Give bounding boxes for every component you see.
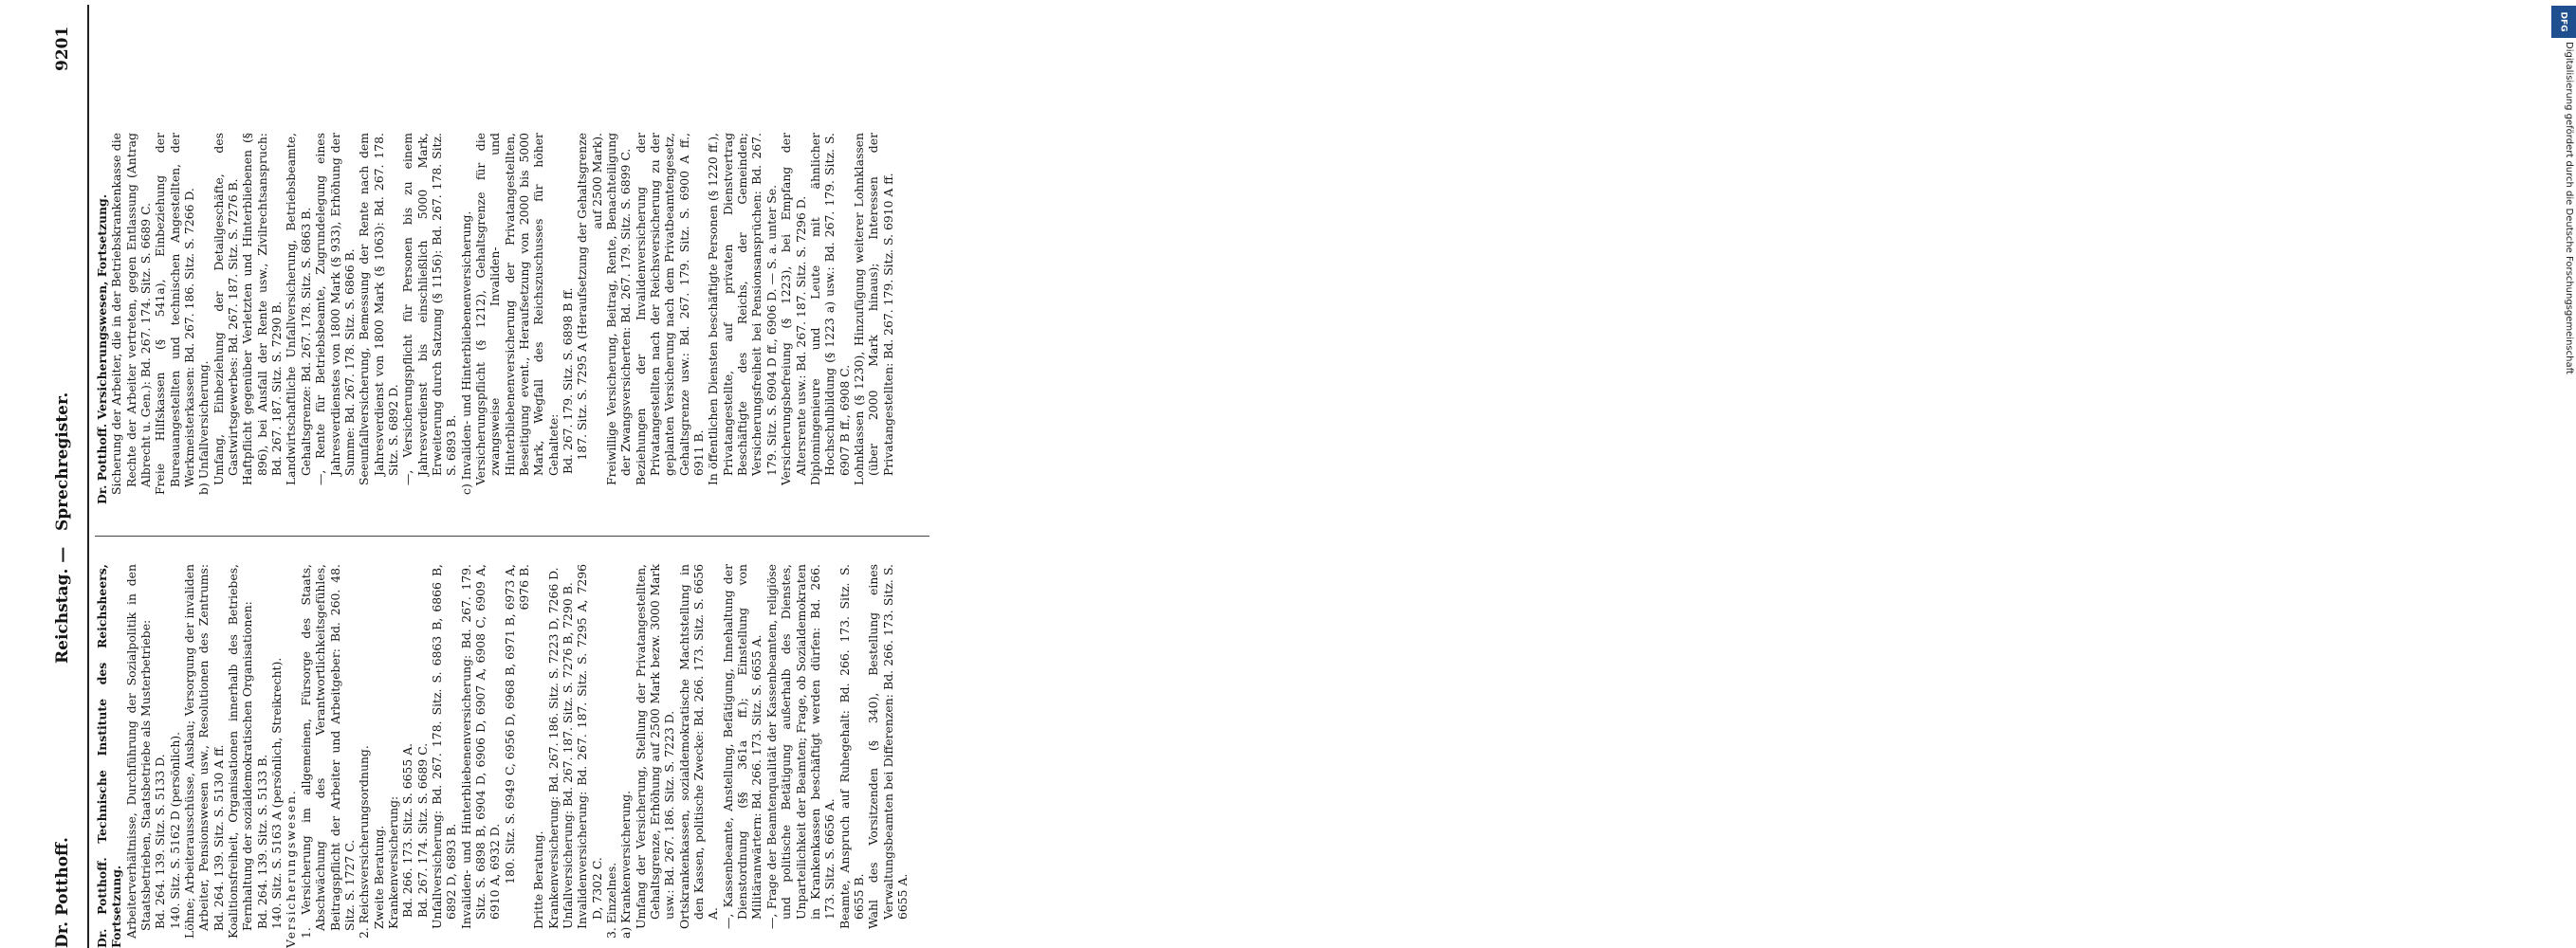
index-entry: Versicherungsbefreiung (§ 1223), bei Empfang der Altersrente usw.: Bd. 267. 187. Sitz. S. 7296 D. <box>779 133 808 485</box>
index-entry: Bd. 266. 173. Sitz. S. 6655 A. <box>400 742 415 918</box>
index-entry: Ortskrankenkassen, sozialdemokratische Machtstellung in den Kassen, politische Zwecke: Bd. 266. 173. Sitz. S. 6656 A. <box>676 564 721 929</box>
index-entry: 2. Reichsversicherungsordnung. <box>357 745 372 939</box>
digitization-credit: Digitalisierung gefördert durch die Deutsche Forschungsgemeinschaft <box>2564 42 2574 374</box>
index-entry: Versicherungspflicht (§ 1212), Gehaltsgrenze für die zwangsweise Invaliden- und Hinterbliebenenversicherung der Privatangestellten, Beseitigung event., Heraufsetzung von 2000 bis 5000 Mark, Wegfall des Reichszuschusses für höher Gehaltete: <box>472 133 561 485</box>
index-entry: —, Versicherungspflicht für Personen bis zu einem Jahresverdienst bis einschließlich 5000 Mark, Erweiterung durch Satzung (§ 1156): Bd. 267. 178. Sitz. S. 6893 B. <box>400 133 459 485</box>
column-heading: Dr. Potthoff. Technische Institute des Reichsheers, Fortsetzung. <box>95 564 124 948</box>
index-entry: Invalidenversicherung: Bd. 267. 187. Sitz. S. 7295 A, 7296 D, 7302 C. <box>575 564 604 929</box>
header-speaker: Dr. Potthoff. <box>53 837 72 948</box>
dfg-logo <box>2551 6 2576 38</box>
index-entry: Bd. 264. 139. Sitz. S. 5133 B. <box>254 754 269 929</box>
page-header <box>47 9 82 948</box>
page-number: 9201 <box>53 26 72 71</box>
index-entry: 187. Sitz. S. 7295 A (Heraufsetzung der Gehaltsgrenze auf 2500 Mark). <box>575 133 604 461</box>
index-entry: Bd. 267. 179. Sitz. S. 6898 B ff. <box>561 287 575 474</box>
index-entry: Wahl des Vorsitzenden (§ 340), Bestellung eines Verwaltungsbeamten bei Differenzen: Bd. 266. 173. Sitz. S. 6655 A. <box>866 564 910 929</box>
index-entry: Koalitionsfreiheit, Organisationen innerhalb des Betriebes, Fernhaltung der sozialdemokratischen Organisationen: <box>226 564 255 939</box>
index-entry: Umfang, Einbeziehung der Detailgeschäfte, des Gastwirtsgewerbes: Bd. 267. 187. Sitz. S. 7276 B. <box>211 133 241 485</box>
header-center-left: Reichstag. — <box>53 546 72 664</box>
column-divider <box>95 536 929 537</box>
index-entry: Zweite Beratung. <box>371 825 386 929</box>
index-entry: Arbeiterverhältnisse, Durchführung der Sozialpolitik in den Staatsbetrieben, Staatsbetriebe als Musterbetriebe: <box>123 564 154 939</box>
rotated-page-content <box>47 0 1280 948</box>
index-entry: 180. Sitz. S. 6949 C, 6956 D, 6968 B, 6971 B, 6973 A, 6976 B. <box>502 564 531 884</box>
index-entry: Unfallversicherung: Bd. 267. 187. Sitz. S. 7276 B, 7290 B. <box>561 582 575 929</box>
index-entry: In öffentlichen Diensten beschäftigte Personen (§ 1220 ff.), Privatangestellte, auf privaten Dienstvertrag Beschäftigte des Reichs, der Gemeinden; Versicherungsfreiheit bei Pensionsansprüchen: Bd. 267. 179. Sitz. S. 6904 D ff., 6906 D. — S. a. unter Se. <box>706 133 779 485</box>
index-entry: Löhne; Arbeiterausschüsse, Ausbau; Versorgung der invaliden Arbeiter, Pensionswesen usw., Resolutionen des Zentrums: Bd. 264. 139. Sitz. S. 5130 A ff. <box>182 564 226 939</box>
index-entry: Beziehungen der Invalidenversicherung der Privatangestellten nach der Reichsversicherung zu der geplanten Versicherung nach dem Privatbeamtengesetz, Gehaltsgrenze usw.: Bd. 267. 179. Sitz. S. 6900 A ff., 6911 B. <box>633 133 707 485</box>
index-entry: Diplomingenieure und Leute mit ähnlicher Hochschulbildung (§ 1223 a) usw.: Bd. 267. 179. Sitz. S. 6907 B ff., 6908 C. <box>807 133 852 485</box>
index-entry: Seeunfallversicherung, Bemessung der Rente nach dem Jahresverdienst von 1800 Mark (§ 1063): Bd. 267. 178. Sitz. S. 6892 D. <box>357 133 400 485</box>
index-entry: Dritte Beratung. <box>531 830 546 929</box>
index-entry: Unfallversicherung: Bd. 267. 178. Sitz. S. 6863 B, 6866 B, 6892 D, 6893 B. <box>429 564 459 929</box>
dfg-logo-text: DFG <box>2558 11 2568 32</box>
index-entry: Freie Hilfskassen (§ 541a), Einbeziehung der Bureauangestellten und technischen Angestellten, der Werkmeisterkassen: Bd. 267. 186. Sitz. S. 7266 D. <box>153 133 197 495</box>
header-rule <box>87 5 89 948</box>
index-entry: Krankenversicherung: Bd. 267. 186. Sitz. S. 7223 D, 7266 D. <box>545 567 561 929</box>
index-entry: b) Unfallversicherung. <box>196 360 212 495</box>
index-entry: —, Kassenbeamte, Anstellung, Befätigung, Innehaltung der Dienstordnung (§§ 361a ff.); Einstellung von Militäranwärtern: Bd. 266. 173. Sitz. S. 6655 A. <box>720 564 764 929</box>
column-right <box>95 133 895 504</box>
index-entry: 3. Einzelnes. <box>604 862 619 939</box>
index-entry: —, Rente für Betriebsbeamte, Zugrundelegung eines Jahresverdienstes von 1800 Mark (§ 933), Erhöhung der Summe: Bd. 267. 178. Sitz. S. 6866 B. <box>313 133 357 485</box>
digitization-margin <box>1273 0 2574 948</box>
index-entry: c) Invaliden- und Hinterbliebenenversicherung. <box>458 210 473 495</box>
index-entry: Haftpflicht gegenüber Verletzten und Hinterbliebenen (§ 896), bei Ausfall der Rente usw., Zivilrechtsanspruch: Bd. 267. 187. Sitz. S. 7290 B. <box>240 133 285 485</box>
index-entry: Bd. 267. 174. Sitz. S. 6689 C. <box>414 742 430 918</box>
index-entry: 140. Sitz. S. 5163 A (persönlich, Streikrecht). <box>269 657 285 929</box>
header-center: Sprechregister. <box>53 392 72 531</box>
column-heading: Dr. Potthoff. Versicherungswesen, Fortsetzung. <box>95 193 109 504</box>
index-entry: 1. Versicherung im allgemeinen, Fürsorge des Staats, Abschwächung des Verantwortlichkeitsgefühles, Beitragspflicht der Arbeiter und Arbeitgeber: Bd. 260. 48. Sitz. S. 1727 C. <box>298 564 357 939</box>
index-entry: Lohnklassen (§ 1230), Hinzufügung weiterer Lohnklassen (über 2000 Mark hinaus); Interessen der Privatangestellten: Bd. 267. 179. Sitz. S. 6910 A ff. <box>851 133 895 485</box>
index-entry: Krankenversicherung: <box>385 795 400 929</box>
index-entry: 140. Sitz. S. 5162 D (persönlich). <box>167 731 182 929</box>
index-entry: Invaliden- und Hinterbliebenenversicherung: Bd. 267. 179. Sitz. S. 6898 B, 6904 D, 6906 D, 6907 A, 6908 C, 6909 A, 6910 A, 6932 D. <box>458 564 503 929</box>
column-left <box>95 564 910 948</box>
index-entry: —, Frage der Beamtenqualität der Kassenbeamten, religiöse und politische Betätigung außerhalb des Dienstes, Unparteilichkeit der Beamten; Frage, ob Sozialdemokraten in Krankenkassen beschäftigt werden dürfen: Bd. 266. 173. Sitz. S. 6656 A. <box>764 564 837 929</box>
index-entry: Umfang der Versicherung, Stellung der Privatangestellten, Gehaltsgrenze, Erhöhung auf 2500 Mark bezw. 3000 Mark usw.: Bd. 267. 186. Sitz. S. 7223 D. <box>633 564 677 929</box>
index-entry: Landwirtschaftliche Unfallversicherung, Betriebsbeamte, Gehaltsgrenze: Bd. 267. 178. Sitz. S. 6863 B. <box>284 133 313 485</box>
index-entry: Freiwillige Versicherung, Beitrag, Rente, Benachteiligung der Zwangsversicherten: Bd. 267. 179. Sitz. S. 6899 C. <box>604 133 634 485</box>
index-entry: Bd. 264. 139. Sitz. S. 5133 D. <box>153 754 168 929</box>
index-entry: Sicherung der Arbeiter, die in der Betriebskrankenkasse die Rechte der Arbeiter vertreten, gegen Entlassung (Antrag Albrecht u. Gen.): Bd. 267. 174. Sitz. S. 6689 C. <box>109 133 154 495</box>
index-entry: Versicherungswesen. <box>284 789 299 948</box>
index-entry: Beamte, Anspruch auf Ruhegehalt: Bd. 266. 173. Sitz. S. 6655 B. <box>837 564 866 929</box>
index-entry: a) Krankenversicherung. <box>618 790 634 939</box>
